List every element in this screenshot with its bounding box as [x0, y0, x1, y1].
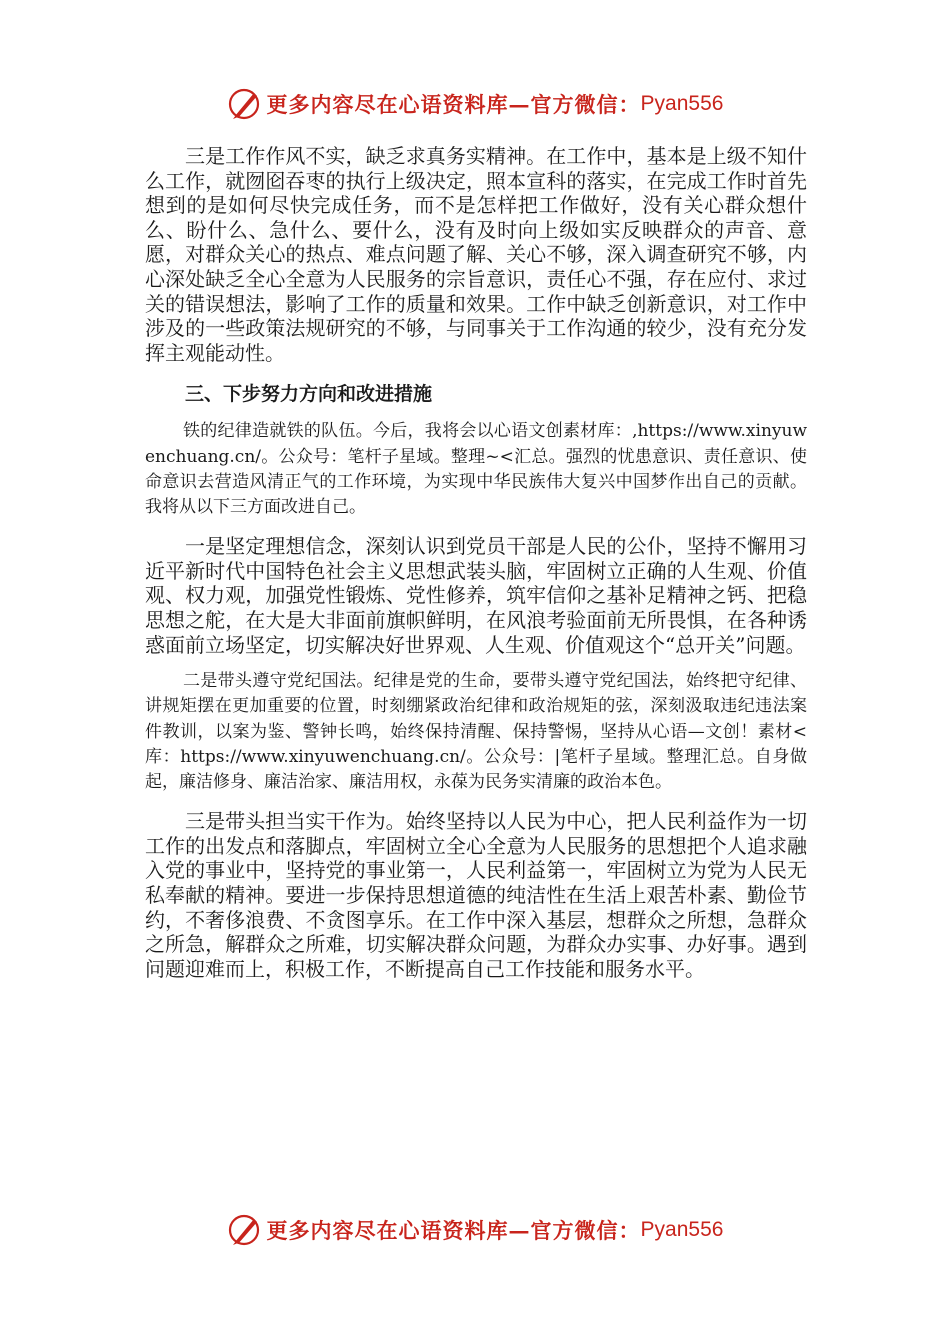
paragraph-responsibility: 三是带头担当实干作为。始终坚持以人民为中心，把人民利益作为一切工作的出发点和落脚点，牢固树立全心全意为人民服务的思想把个人追求融入党的事业中，坚持党的事业第一，人民利益第一，牢固树立为党为人民无私奉献的精神。要进一步保持思想道德的纯洁性在生活上艰苦朴素、勤俭节约，不奢侈浪费、不贪图享乐。在工作中深入基层，想群众之所想，急群众之所急，解群众之所难，切实解决群众问题，为群众办实事、办好事。遇到问题迎难而上，积极工作，不断提高自己工作技能和服务水平。 — [145, 809, 807, 981]
document-body — [145, 144, 807, 993]
paragraph-party-law: 二是带头遵守党纪国法。纪律是党的生命，要带头遵守党纪国法，始终把守纪律、讲规矩摆在更加重要的位置，时刻绷紧政治纪律和政治规矩的弦，深刻汲取违纪违法案件教训，以案为鉴、警钟长鸣，始终保持清醒、保持警惕，坚持从心语—文创！素材<库：https://www.xinyuwenchuang.cn/。公众号：|笔杆子星域。整理汇总。自身做起，廉洁修身、廉洁治家、廉洁用权，永葆为民务实清廉的政治本色。 — [145, 671, 807, 792]
pen-logo-icon — [227, 86, 263, 122]
header-banner — [0, 84, 950, 124]
banner-wechat-id: Pyan556 — [640, 92, 724, 115]
paragraph-work-style: 三是工作作风不实，缺乏求真务实精神。在工作中，基本是上级不知什么工作，就囫囵吞枣的执行上级决定，照本宣科的落实，在完成工作时首先想到的是如何尽快完成任务，而不是怎样把工作做好，没有关心群众想什么、盼什么、急什么、要什么，没有及时向上级如实反映群众的声音、意愿，对群众关心的热点、难点问题了解、关心不够，深入调查研究不够，内心深处缺乏全心全意为人民服务的宗旨意识，责任心不强，存在应付、求过关的错误想法，影响了工作的质量和效果。工作中缺乏创新意识，对工作中涉及的一些政策法规研究的不够，与同事关于工作沟通的较少，没有充分发挥主观能动性。 — [145, 144, 807, 365]
footer-banner — [0, 1210, 950, 1250]
banner-text: 更多内容尽在心语资料库—官方微信： — [266, 92, 641, 117]
section-heading: 三、下步努力方向和改进措施 — [185, 383, 433, 406]
pen-logo-icon — [227, 1212, 263, 1248]
paragraph-discipline-intro: 铁的纪律造就铁的队伍。今后，我将会以心语文创素材库：,https://www.xinyuwenchuang.cn/。公众号：笔杆子星域。整理~<汇总。强烈的忧患意识、责任意识、使命意识去营造风清正气的工作环境，为实现中华民族伟大复兴中国梦作出自己的贡献。我将从以下三方面改进自己。 — [145, 421, 807, 517]
banner-wechat-id: Pyan556 — [640, 1218, 724, 1241]
paragraph-ideals: 一是坚定理想信念，深刻认识到党员干部是人民的公仆，坚持不懈用习近平新时代中国特色社会主义思想武装头脑，牢固树立正确的人生观、价值观、权力观，加强党性锻炼、党性修养，筑牢信仰之基补足精神之钙、把稳思想之舵，在大是大非面前旗帜鲜明，在风浪考验面前无所畏惧，在各种诱惑面前立场坚定，切实解决好世界观、人生观、价值观这个“总开关”问题。 — [145, 534, 807, 657]
banner-text: 更多内容尽在心语资料库—官方微信： — [266, 1218, 641, 1243]
